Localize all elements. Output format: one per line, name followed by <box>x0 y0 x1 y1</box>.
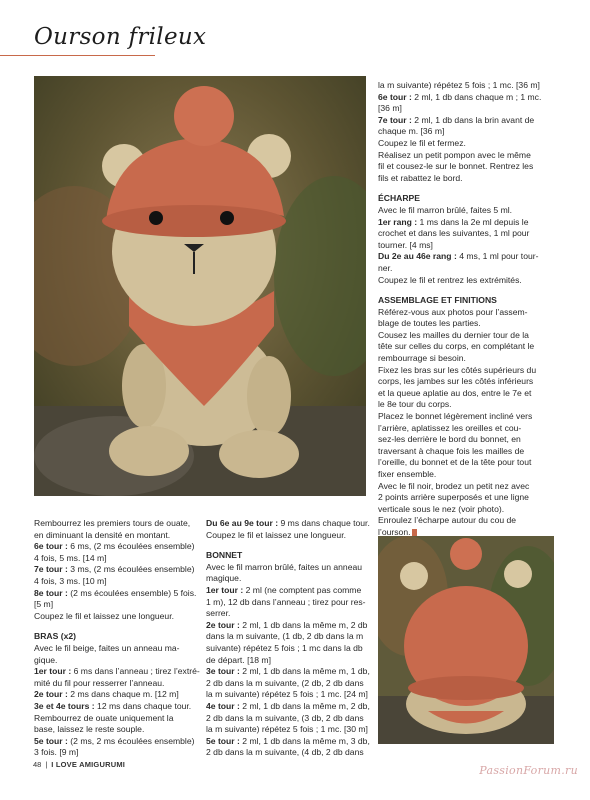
text-line: 1 m), 12 db dans l’anneau ; tirez pour res- <box>206 596 366 607</box>
page-title: Ourson frileux <box>34 24 207 50</box>
text-line: 1er tour : 6 ms dans l’anneau ; tirez l’extré- <box>34 666 200 677</box>
text-line: Coupez le fil et rentrez les extrémités. <box>378 274 522 285</box>
text-line: Du 6e au 9e tour : 9 ms dans chaque tour. <box>206 518 370 528</box>
text-line: 5e tour : 2 ml, 1 db dans la même m, 3 db, <box>206 735 370 746</box>
end-mark <box>412 529 417 536</box>
text-line: magique. <box>206 573 242 584</box>
back-view-photo <box>378 536 554 744</box>
text-line: la m suivante) répétez 5 fois ; 1 mc. [24 m] <box>206 689 368 700</box>
text-line <box>378 527 554 539</box>
text-line: 5e tour : (2 ms, 2 ms écoulées ensemble) <box>34 735 195 746</box>
page-number: 48 <box>33 760 42 769</box>
text-line: 6e tour : 2 ml, 1 db dans chaque m ; 1 mc. <box>378 91 542 102</box>
text-line: 7e tour : 3 ms, (2 ms écoulées ensemble) <box>34 564 195 575</box>
text-line: dans la m suivante, (1 db, 2 db dans la m <box>206 631 364 642</box>
text-line: ner. <box>378 262 393 273</box>
text-line: 6e tour : 6 ms, (2 ms écoulées ensemble) <box>34 541 195 552</box>
text-line: gique. <box>34 654 58 665</box>
text-line: 1er rang : 1 ms dans la 2e ml depuis le <box>378 216 529 227</box>
text-line: tête sur celles du corps, en complétant le <box>378 341 535 352</box>
text-line: [5 m] <box>34 599 54 610</box>
text-line: 4e tour : 2 ml, 1 db dans la même m, 2 db, <box>206 700 370 711</box>
text-line: Avec le fil beige, faites un anneau ma- <box>34 642 180 653</box>
text-line: l’arrière, aplatissez les oreilles et cou- <box>378 422 522 433</box>
text-line: Coupez le fil et laissez une longueur. <box>206 529 346 540</box>
text-line: la m suivante) répétez 5 fois ; 1 mc. [36 m] <box>378 80 540 90</box>
text-line: verticale sous le nez (voir photo). <box>378 503 505 514</box>
text-line: 1er tour : 2 ml (ne comptent pas comme <box>206 584 362 595</box>
text-column-1 <box>34 518 200 759</box>
text-line: crochet et dans les suivantes, 1 ml pour <box>378 228 530 239</box>
text-line: Rembourrez les premiers tours de ouate, <box>34 518 191 528</box>
text-line: 8e tour : (2 ms écoulées ensemble) 5 fois. <box>34 587 197 598</box>
magazine-name: I LOVE AMIGURUMI <box>51 760 126 769</box>
text-line: 2 db dans la m suivante, (2 db, 2 db dans <box>206 677 364 688</box>
text-line: Cousez les mailles du dernier tour de la <box>378 329 529 340</box>
text-line: et la queue aplatie au dos, entre le 7e et <box>378 387 532 398</box>
text-line: base, laissez le reste souple. <box>34 724 145 735</box>
text-line: Avec le fil noir, brodez un petit nez avec <box>378 480 530 491</box>
text-line: 7e tour : 2 ml, 1 db dans la brin avant de <box>378 114 535 125</box>
section-heading: ÉCHARPE <box>378 193 421 204</box>
text-line: 3e tour : 2 ml, 1 db dans la même m, 1 db, <box>206 666 370 677</box>
text-line: Coupez le fil et laissez une longueur. <box>34 610 174 621</box>
text-line: Coupez le fil et fermez. <box>378 137 466 148</box>
text-line: Avec le fil marron brûlé, faites un anneau <box>206 561 363 572</box>
text-line: Avec le fil marron brûlé, faites 5 ml. <box>378 204 513 215</box>
text-line: en diminuant la densité en montant. <box>34 529 171 540</box>
text-line: fixer ensemble. <box>378 469 437 479</box>
text-line: Rembourrez de ouate uniquement la <box>34 712 174 723</box>
text-line: Placez le bonnet légèrement incliné vers <box>378 411 533 422</box>
text-line: la m suivante) répétez 5 fois ; 1 mc. [30 m] <box>206 724 368 735</box>
text-line: 2 db dans la m suivante, (4 db, 2 db dans <box>206 747 364 758</box>
text-line: Enroulez l’écharpe autour du cou de <box>378 515 517 526</box>
text-line: mité du fil pour resserrer l’anneau. <box>34 677 165 688</box>
text-line: de départ. [18 m] <box>206 654 271 665</box>
text-line: 3 fois. [9 m] <box>34 747 79 758</box>
text-line: 2 db dans la m suivante, (3 db, 2 db dans <box>206 712 364 723</box>
text-line: 2e tour : 2 ml, 1 db dans la même m, 2 db <box>206 619 368 630</box>
main-photo <box>34 76 366 496</box>
text-line: corps, les jambes sur les côtés inférieurs <box>378 376 534 387</box>
text-line: sez-les derrière le bord du bonnet, en <box>378 434 521 445</box>
watermark: PassionForum.ru <box>479 764 578 777</box>
text-column-3 <box>378 80 554 539</box>
text-line: blage de toutes les parties. <box>378 318 481 329</box>
text-line-final: l’ourson. <box>378 526 411 537</box>
text-line: 3e et 4e tours : 12 ms dans chaque tour. <box>34 700 192 711</box>
text-line: 4 fois, 5 ms. [14 m] <box>34 552 107 563</box>
text-line: chaque m. [36 m] <box>378 126 445 137</box>
text-line: rembourrage si besoin. <box>378 353 466 364</box>
section-heading: BRAS (x2) <box>34 631 77 642</box>
text-line: tourner. [4 ms] <box>378 239 433 250</box>
text-column-2 <box>206 518 372 759</box>
text-line: fil et cousez-le sur le bonnet. Rentrez les <box>378 161 534 172</box>
text-line: 2 points arrière superposés et une ligne <box>378 492 529 503</box>
text-line: le 8e tour du corps. <box>378 399 452 410</box>
text-line: Référez-vous aux photos pour l’assem- <box>378 306 528 317</box>
section-heading: BONNET <box>206 550 243 561</box>
text-line: [36 m] <box>378 103 402 114</box>
section-heading: ASSEMBLAGE ET FINITIONS <box>378 295 497 306</box>
text-line: Fixez les bras sur les côtés supérieurs du <box>378 364 537 375</box>
text-line: suivante) répétez 5 fois ; 1 mc dans la db <box>206 642 363 653</box>
text-line: fils et rabattez le bord. <box>378 172 463 183</box>
text-line: 4 fois, 3 ms. [10 m] <box>34 575 107 586</box>
page-footer: 48 | I LOVE AMIGURUMI <box>33 760 126 769</box>
title-underline <box>0 55 155 56</box>
text-line: traversant à chaque fois les mailles de <box>378 445 525 456</box>
text-line: Réalisez un petit pompon avec le même <box>378 149 531 160</box>
text-line: serrer. <box>206 608 231 619</box>
text-line: l’oreille, du bonnet et de la tête pour tout <box>378 457 532 468</box>
text-line: 2e tour : 2 ms dans chaque m. [12 m] <box>34 689 179 700</box>
text-line: Du 2e au 46e rang : 4 ms, 1 ml pour tour- <box>378 251 539 262</box>
